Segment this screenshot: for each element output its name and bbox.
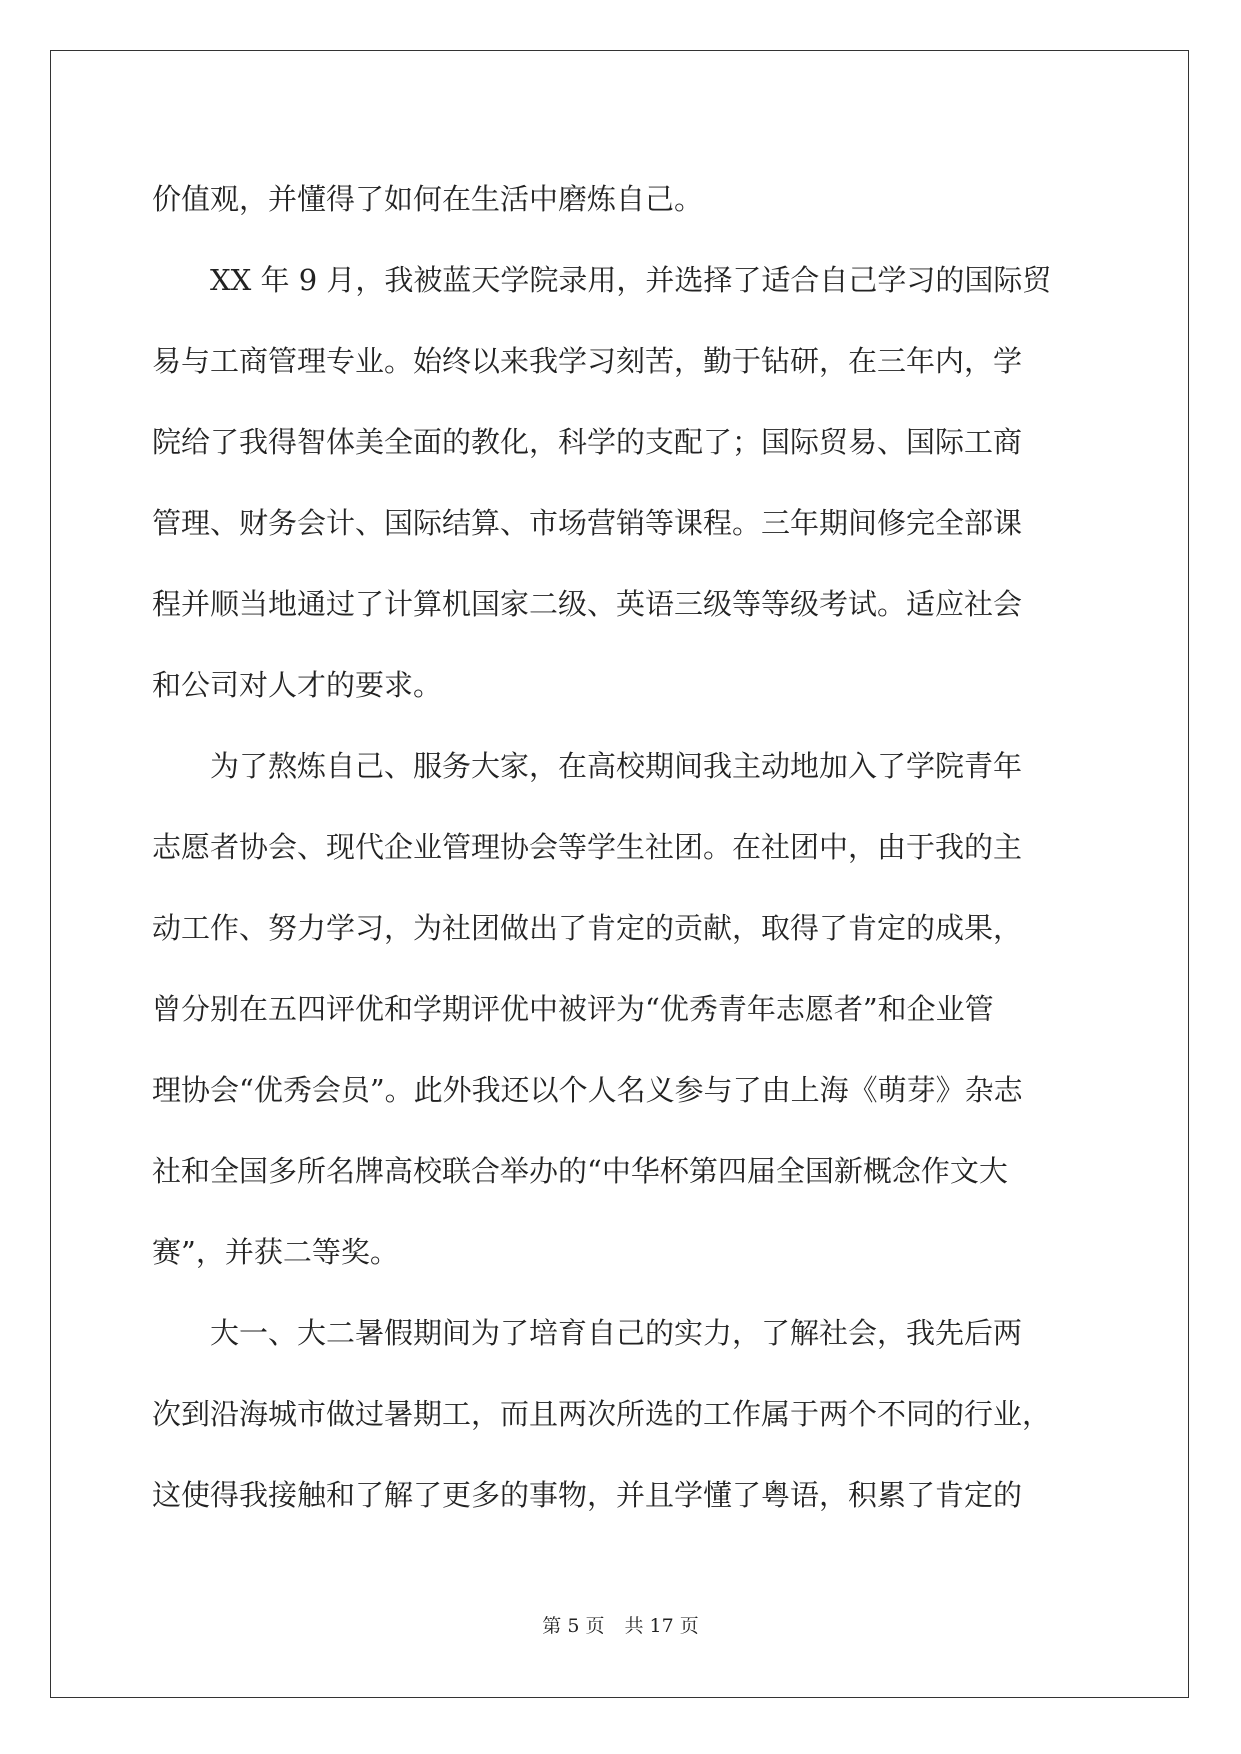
text-line: 程并顺当地通过了计算机国家二级、英语三级等等级考试。适应社会 (152, 587, 1023, 621)
paragraph-start-line: 为了熬炼自己、服务大家，在高校期间我主动地加入了学院青年 (210, 749, 1023, 783)
paragraph-start-line: XX 年 9 月，我被蓝天学院录用，并选择了适合自己学习的国际贸 (210, 263, 1052, 297)
text-line: 这使得我接触和了解了更多的事物，并且学懂了粤语，积累了肯定的 (152, 1478, 1023, 1512)
text-line: 和公司对人才的要求。 (152, 668, 443, 702)
page-footer (0, 1611, 1241, 1638)
text-line: 理协会“优秀会员”。此外我还以个人名义参与了由上海《萌芽》杂志 (152, 1073, 1023, 1107)
page-total: 共 17 页 (624, 1615, 699, 1637)
document-body (152, 159, 1092, 1536)
text-line: 次到沿海城市做过暑期工，而且两次所选的工作属于两个不同的行业， (152, 1397, 1052, 1431)
text-line: 曾分别在五四评优和学期评优中被评为“优秀青年志愿者”和企业管 (152, 992, 994, 1026)
paragraph-start-line: 大一、大二暑假期间为了培育自己的实力，了解社会，我先后两 (210, 1316, 1023, 1350)
page-number: 第 5 页 (542, 1615, 605, 1637)
text-line: 赛”，并获二等奖。 (152, 1235, 399, 1269)
text-line: 价值观，并懂得了如何在生活中磨炼自己。 (152, 182, 704, 216)
text-line: 志愿者协会、现代企业管理协会等学生社团。在社团中，由于我的主 (152, 830, 1023, 864)
text-line: 动工作、努力学习，为社团做出了肯定的贡献，取得了肯定的成果， (152, 911, 1023, 945)
text-line: 社和全国多所名牌高校联合举办的“中华杯第四届全国新概念作文大 (152, 1154, 1008, 1188)
text-line: 院给了我得智体美全面的教化，科学的支配了；国际贸易、国际工商 (152, 425, 1023, 459)
text-line: 易与工商管理专业。始终以来我学习刻苦，勤于钻研，在三年内，学 (152, 344, 1023, 378)
text-line: 管理、财务会计、国际结算、市场营销等课程。三年期间修完全部课 (152, 506, 1023, 540)
